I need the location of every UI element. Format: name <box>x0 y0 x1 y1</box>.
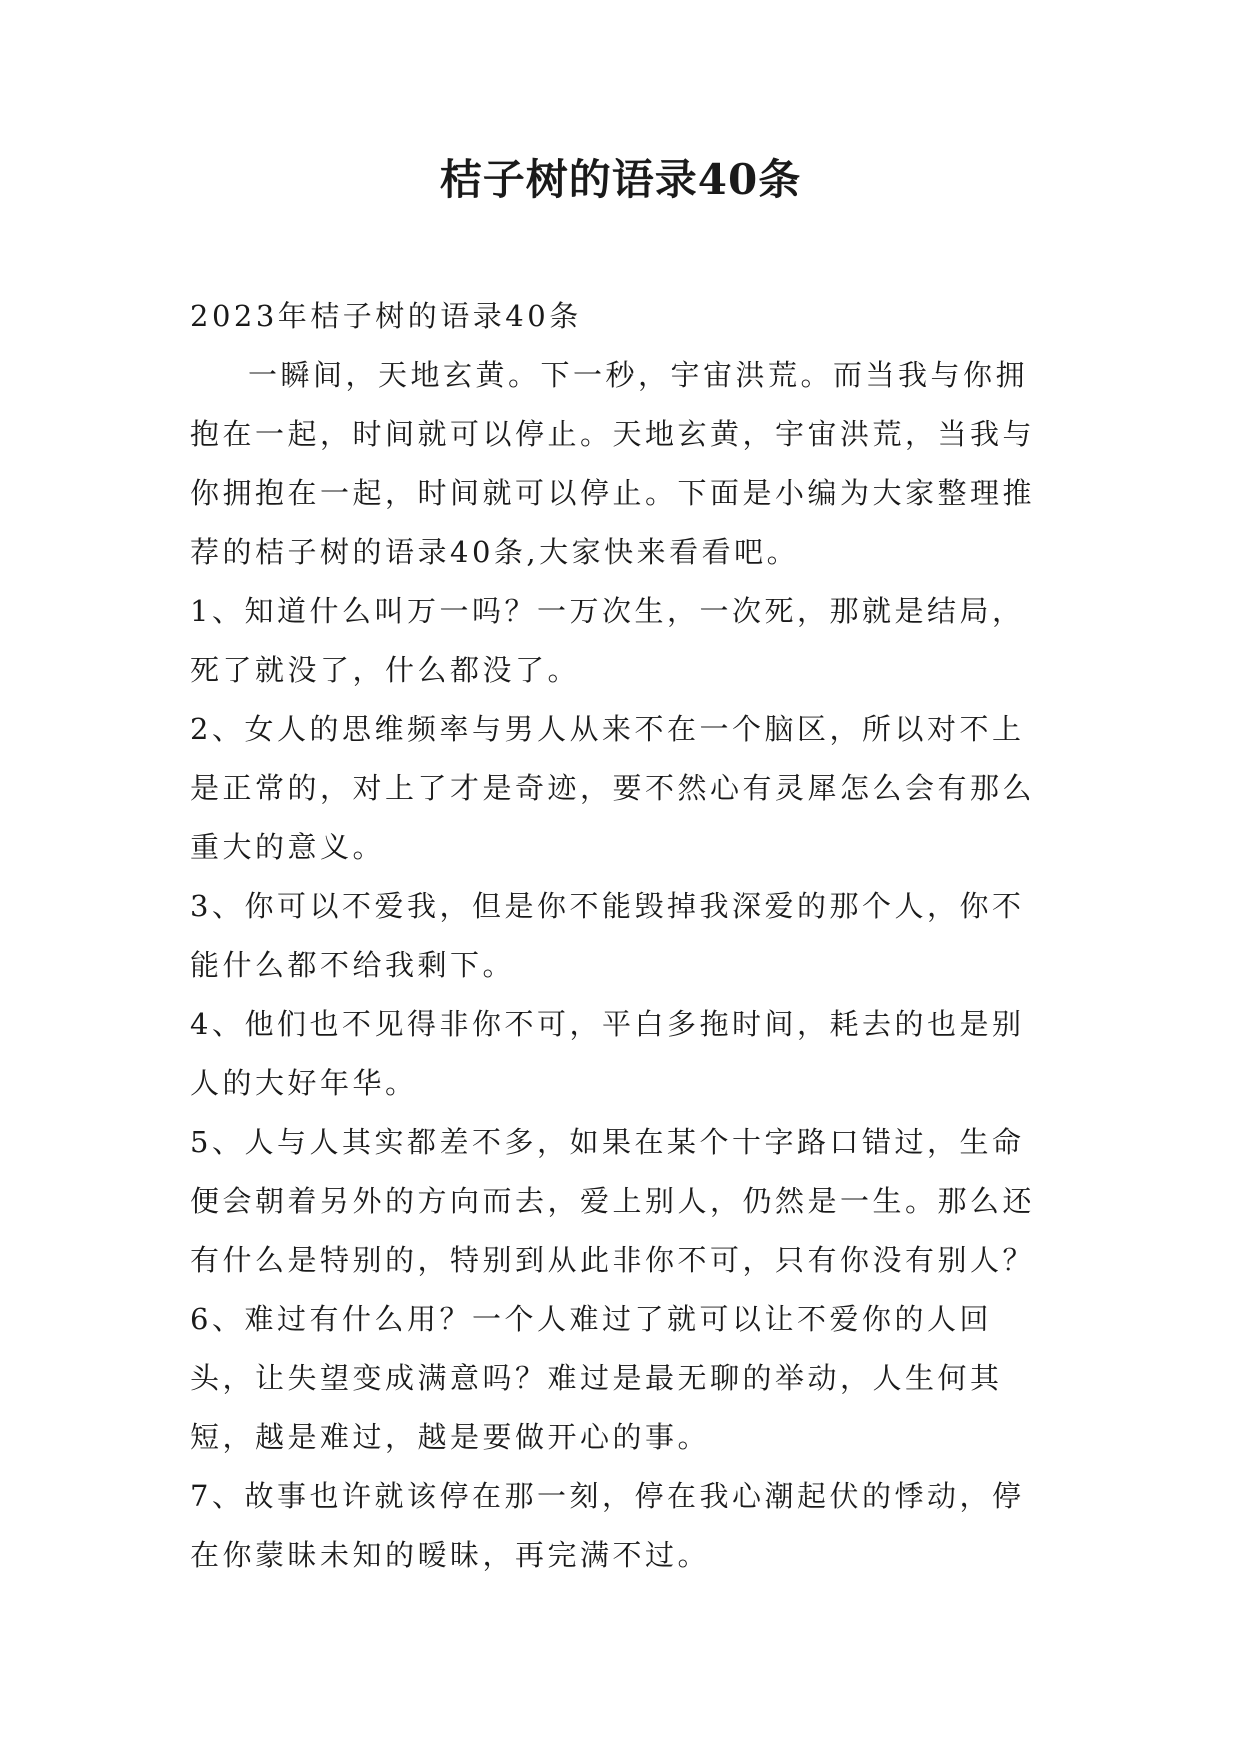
quote-item-5: 5、人与人其实都差不多，如果在某个十字路口错过，生命便会朝着另外的方向而去，爱上别人，仍然是一生。那么还有什么是特别的，特别到从此非你不可，只有你没有别人？ <box>190 1125 1036 1277</box>
quote-item-2: 2、女人的思维频率与男人从来不在一个脑区，所以对不上是正常的，对上了才是奇迹，要不然心有灵犀怎么会有那么重大的意义。 <box>190 712 1036 864</box>
quote-item-3: 3、你可以不爱我，但是你不能毁掉我深爱的那个人，你不能什么都不给我剩下。 <box>190 889 1025 982</box>
quote-item-4: 4、他们也不见得非你不可，平白多拖时间，耗去的也是别人的大好年华。 <box>190 1007 1025 1100</box>
quote-item-6: 6、难过有什么用？一个人难过了就可以让不爱你的人回头，让失望变成满意吗？难过是最无聊的举动，人生何其短，越是难过，越是要做开心的事。 <box>190 1302 1003 1454</box>
quote-item-1: 1、知道什么叫万一吗？一万次生，一次死，那就是结局，死了就没了，什么都没了。 <box>190 594 1025 687</box>
document-title: 桔子树的语录40条 <box>439 155 802 204</box>
document-subtitle: 2023年桔子树的语录40条 <box>190 299 582 333</box>
quote-item-7: 7、故事也许就该停在那一刻，停在我心潮起伏的悸动，停在你蒙昧未知的暧昧，再完满不过。 <box>190 1479 1025 1572</box>
intro-paragraph: 一瞬间，天地玄黄。下一秒，宇宙洪荒。而当我与你拥抱在一起，时间就可以停止。天地玄黄，宇宙洪荒，当我与你拥抱在一起，时间就可以停止。下面是小编为大家整理推荐的桔子树的语录40条,大家快来看看吧。 <box>190 358 1036 569</box>
document-body <box>190 287 1056 1585</box>
